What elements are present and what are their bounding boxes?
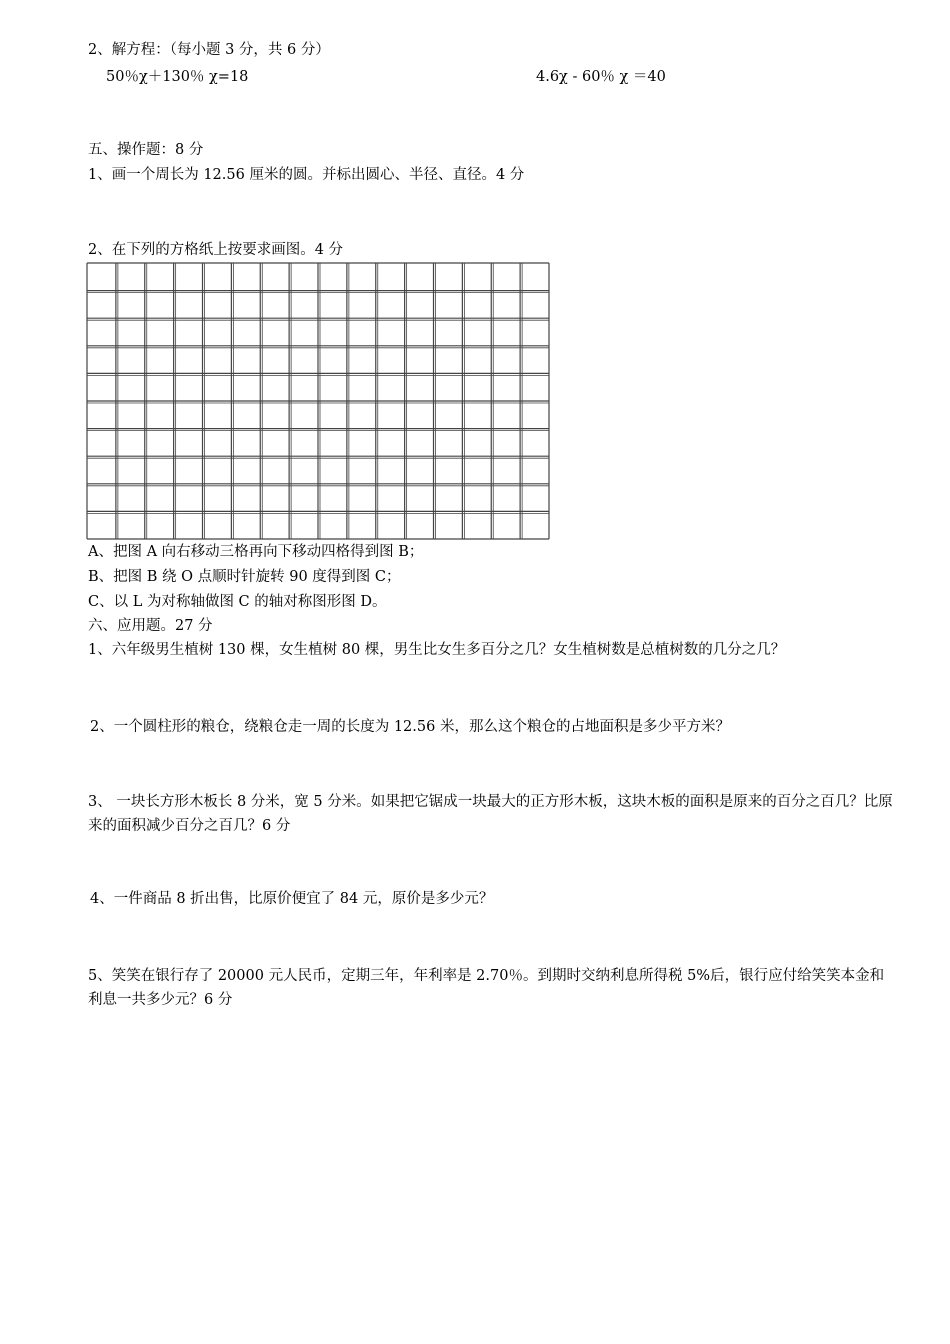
instruction-b: B、把图 B 绕 O 点顺时针旋转 90 度得到图 C； bbox=[88, 569, 401, 585]
equation-section-title: 2、解方程：（每小题 3 分，共 6 分） bbox=[88, 42, 330, 58]
operation-question-2: 2、在下列的方格纸上按要求画图。4 分 bbox=[88, 242, 344, 258]
instruction-a: A、把图 A 向右移动三格再向下移动四格得到图 B； bbox=[88, 544, 424, 560]
application-question-3: 3、 一块长方形木板长 8 分米，宽 5 分米。如果把它锯成一块最大的正方形木板，这块木板的面积是原来的百分之百几？比原来的面积减少百分之百几？6 分 bbox=[88, 794, 893, 834]
application-section-heading: 六、应用题。27 分 bbox=[88, 618, 213, 634]
application-question-4: 4、一件商品 8 折出售，比原价便宜了 84 元，原价是多少元？ bbox=[90, 891, 494, 907]
instruction-c: C、以 L 为对称轴做图 C 的轴对称图形图 D。 bbox=[88, 594, 387, 610]
application-question-5: 5、笑笑在银行存了 20000 元人民币，定期三年，年利率是 2.70％。到期时交纳利息所得税 5%后，银行应付给笑笑本金和利息一共多少元？6 分 bbox=[88, 968, 885, 1008]
application-question-1: 1、六年级男生植树 130 棵，女生植树 80 棵，男生比女生多百分之几？女生植树数是总植树数的几分之几？ bbox=[88, 642, 786, 658]
equation-2: 4.6χ - 60％ χ ＝40 bbox=[536, 69, 666, 85]
equation-1: 50％χ＋130％ χ=18 bbox=[106, 69, 249, 85]
application-question-2: 2、一个圆柱形的粮仓，绕粮仓走一周的长度为 12.56 米，那么这个粮仓的占地面积是多少平方米？ bbox=[90, 719, 730, 735]
operation-section-heading: 五、操作题：8 分 bbox=[88, 142, 204, 158]
operation-question-1: 1、画一个周长为 12.56 厘米的圆。并标出圆心、半径、直径。4 分 bbox=[88, 167, 525, 183]
grid-paper bbox=[86, 262, 550, 540]
